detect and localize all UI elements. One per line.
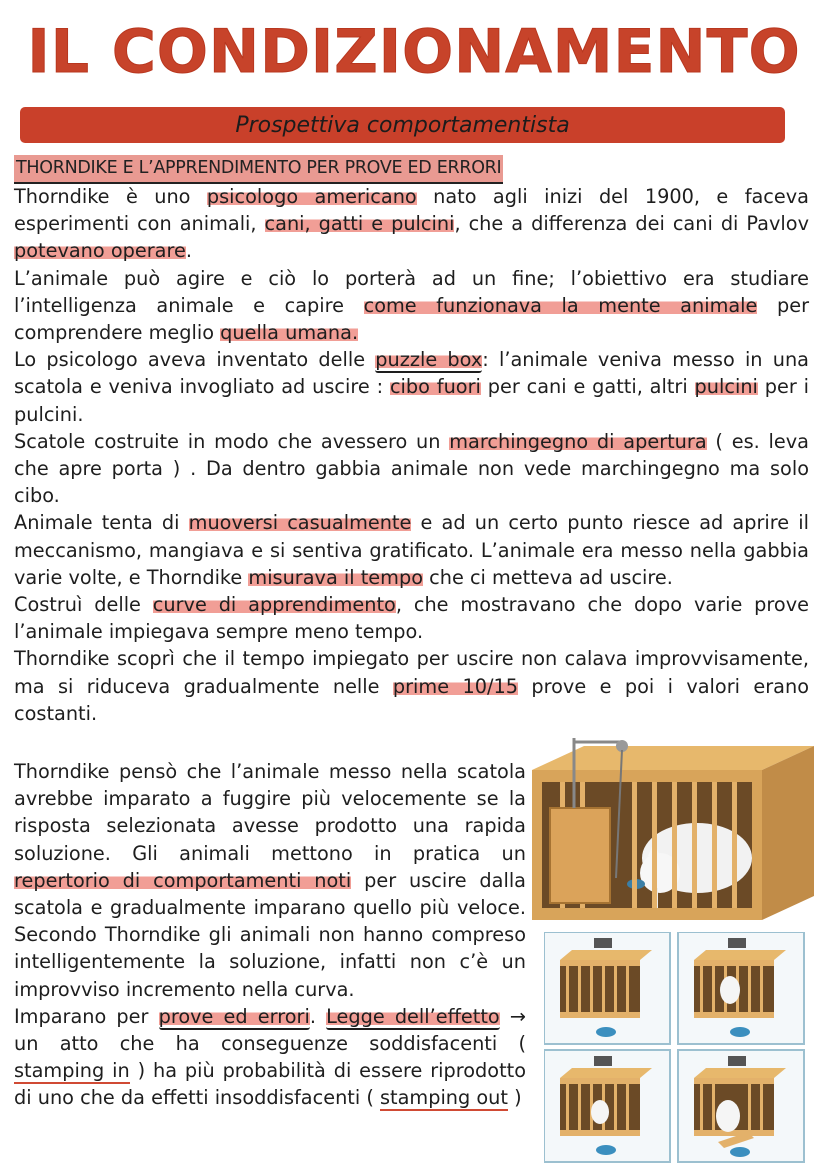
paragraph: Animale tenta di muoversi casualmente e ad un certo punto riesce ad aprire il meccanismo, mangiava e si sentiva gratificato. L’animale era messo nella gabbia varie volte, e Thorndike misurava il tempo che ci metteva ad uscire. bbox=[14, 511, 809, 589]
paragraph: Thorndike scoprì che il tempo impiegato per uscire non calava improvvisamente, ma si riduceva gradualmente nelle prime 10/15 prove e poi i valori erano costanti. bbox=[14, 647, 809, 725]
paragraph: L’animale può agire e ciò lo porterà ad un fine; l’obiettivo era studiare l’intelligenza animale e capire come funzionava la mente animale per comprendere meglio quella umana. bbox=[14, 266, 809, 345]
sequence-frame bbox=[544, 932, 670, 1044]
paragraph: Costruì delle curve di apprendimento, che mostravano che dopo varie prove l’animale impiegava sempre meno tempo. bbox=[14, 593, 809, 644]
puzzle-box-sequence bbox=[544, 932, 806, 1164]
side-text bbox=[14, 758, 526, 1112]
paragraph: Scatole costruite in modo che avessero un marchingegno di apertura ( es. leva che apre porta ) . Da dentro gabbia animale non vede marchingegno ma solo cibo. bbox=[14, 429, 809, 508]
paragraph: Thorndike è uno psicologo americano nato agli inizi del 1900, e faceva esperimenti con animali, cani, gatti e pulcini, che a differenza dei cani di Pavlov potevano operare. bbox=[14, 185, 809, 263]
subtitle: Prospettiva comportamentista bbox=[235, 113, 570, 138]
subtitle-band bbox=[20, 107, 785, 143]
paragraph: Imparano per prove ed errori. Legge dell’effetto → un atto che ha conseguenze soddisfacenti ( stamping in ) ha più probabilità di essere riprodotto di uno che da effetti insoddisfacenti ( stamping out ) bbox=[14, 1004, 527, 1110]
section-heading: THORNDIKE E L’APPRENDIMENTO PER PROVE ED ERRORI bbox=[14, 155, 503, 184]
page-title: IL CONDIZIONAMENTO bbox=[27, 17, 801, 87]
paragraph: Thorndike pensò che l’animale messo nella scatola avrebbe imparato a fuggire più velocemente se la risposta selezionata avesse prodotto una rapida soluzione. Gli animali mettono in pratica un repertorio di comportamenti noti per uscire dalla scatola e gradualmente imparano quello più veloce. Secondo Thorndike gli animali non hanno compreso intelligentemente la soluzione, infatti non c’è un improvviso incremento nella curva. bbox=[14, 760, 526, 1001]
main-text bbox=[14, 183, 809, 727]
paragraph: Lo psicologo aveva inventato delle puzzle box: l’animale veniva messo in una scatola e veniva invogliato ad uscire : cibo fuori per cani e gatti, altri pulcini per i pulcini. bbox=[14, 348, 810, 426]
puzzle-box-illustration bbox=[532, 738, 822, 928]
